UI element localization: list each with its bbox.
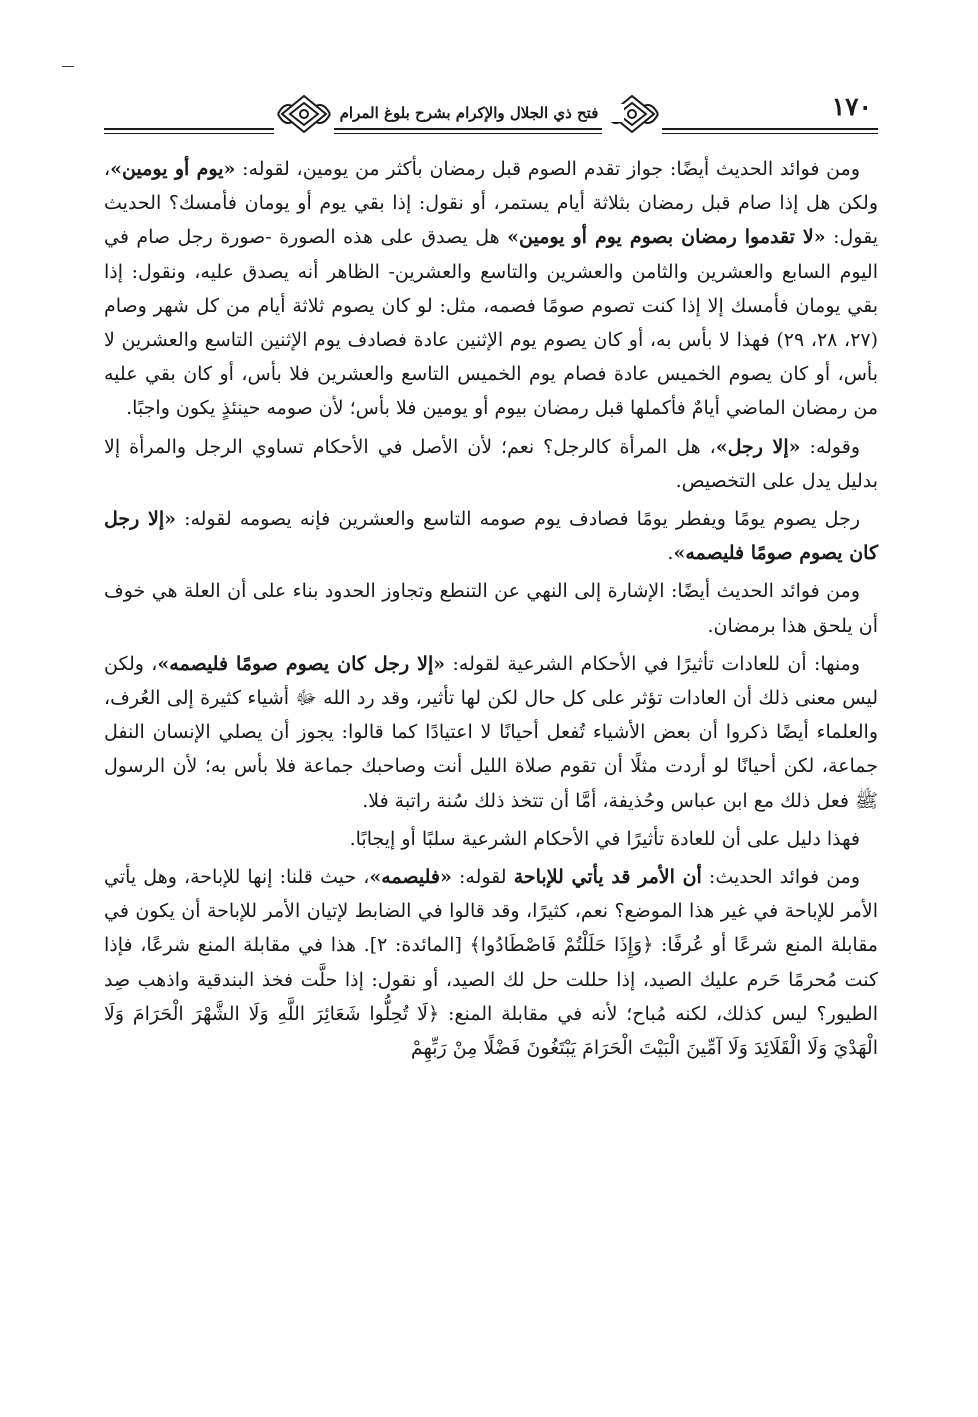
running-title: فتح ذي الجلال والإكرام بشرح بلوغ المرام <box>314 104 624 122</box>
paragraph: ومنها: أن للعادات تأثيرًا في الأحكام الشرعية لقوله: «إلا رجل كان يصوم صومًا فليصمه»، ولكن ليس معنى ذلك أن العادات تؤثر على كل حال لكن لها تأثير، وقد رد الله ﷻ أشياء كثيرة إلى العُرف، والعلماء أيضًا ذكروا أن بعض الأشياء تُفعل أحيانًا لا اعتيادًا كما قالوا: يجوز أن يصلي الإنسان النفل جماعة، لكن أحيانًا لو أردت مثلًا أن تقوم صلاة الليل أنت وصاحبك جماعة فلا بأس به؛ لأن الرسول ﷺ فعل ذلك مع ابن عباس وحُذيفة، أمَّا أن تتخذ ذلك سُنة راتبة فلا. <box>104 652 878 812</box>
page-header <box>104 92 878 138</box>
paragraph: ومن فوائد الحديث: أن الأمر قد يأتي للإباحة لقوله: «فليصمه»، حيث قلنا: إنها للإباحة، وهل يأتي الأمر للإباحة في غير هذا الموضع؟ نعم، كثيرًا، وقد قالوا في الضابط لإتيان الأمر للإباحة أن يكون في مقابلة المنع شرعًا أو عُرفًا: ﴿وَإِذَا حَلَلْتُمْ فَاصْطَادُوا﴾ [المائدة: ٢]. هذا في مقابلة المنع شرعًا، فإذا كنت مُحرمًا حَرم عليك الصيد، إذا حللت حل لك الصيد، أو نقول: إذا حلَّت فخذ البندقية واذهب صِد الطيور؟ ليس كذلك، لكنه مُباح؛ لأنه في مقابلة المنع: ﴿لَا تُحِلُّوا شَعَائِرَ اللَّهِ وَلَا الشَّهْرَ الْحَرَامَ وَلَا الْهَدْيَ وَلَا الْقَلَائِدَ وَلَا آمِّينَ الْبَيْتَ الْحَرَامَ يَبْتَغُونَ فَضْلًا مِنْ رَبِّهِمْ <box>104 866 878 1060</box>
paragraph: وقوله: «إلا رجل»، هل المرأة كالرجل؟ نعم؛ لأن الأصل في الأحكام تساوي الرجل والمرأة إلا بدليل يدل على التخصيص. <box>104 435 878 492</box>
margin-mark <box>62 66 74 67</box>
ornament-left-icon <box>274 92 334 136</box>
header-rule-thin <box>104 133 878 134</box>
paragraph: ومن فوائد الحديث أيضًا: جواز تقدم الصوم قبل رمضان بأكثر من يومين، لقوله: «يوم أو يومين»، ولكن هل إذا صام قبل رمضان بثلاثة أيام يستمر، أو نقول: إذا بقي يوم أو يومان فأمسك؟ الحديث يقول: «لا تقدموا رمضان بصوم يوم أو يومين» هل يصدق على هذه الصورة -صورة رجل صام في اليوم السابع والعشرين والثامن والعشرين والتاسع والعشرين- الظاهر أنه يصدق عليه، ونقول: إذا بقي يومان فأمسك إلا إذا كنت تصوم صومًا فصمه، مثل: لو كان يصوم ثلاثة أيام من كل شهر وصام (٢٧، ٢٨، ٢٩) فهذا لا بأس به، أو كان يصوم يوم الإثنين عادة فصادف يوم الإثنين التاسع والعشرين لا بأس، أو كان يصوم الخميس عادة فصام يوم الخميس التاسع والعشرين فلا بأس، أو كان بقي عليه من رمضان الماضي أيامٌ فأكملها قبل رمضان بيوم أو يومين فلا بأس؛ لأن صومه حينئذٍ يكون واجبًا. <box>104 158 879 420</box>
header-rule <box>104 128 878 130</box>
page-number: ١٧٠ <box>832 92 878 121</box>
paragraph: رجل يصوم يومًا ويفطر يومًا فصادف يوم صومه التاسع والعشرين فإنه يصومه لقوله: «إلا رجل كان يصوم صومًا فليصمه». <box>104 508 878 565</box>
page-body <box>104 152 878 1069</box>
paragraph: فهذا دليل على أن للعادة تأثيرًا في الأحكام الشرعية سلبًا أو إيجابًا. <box>349 827 860 850</box>
paragraph: ومن فوائد الحديث أيضًا: الإشارة إلى النهي عن التنطع وتجاوز الحدود بناء على أن العلة هي خوف أن يلحق هذا برمضان. <box>104 580 878 637</box>
